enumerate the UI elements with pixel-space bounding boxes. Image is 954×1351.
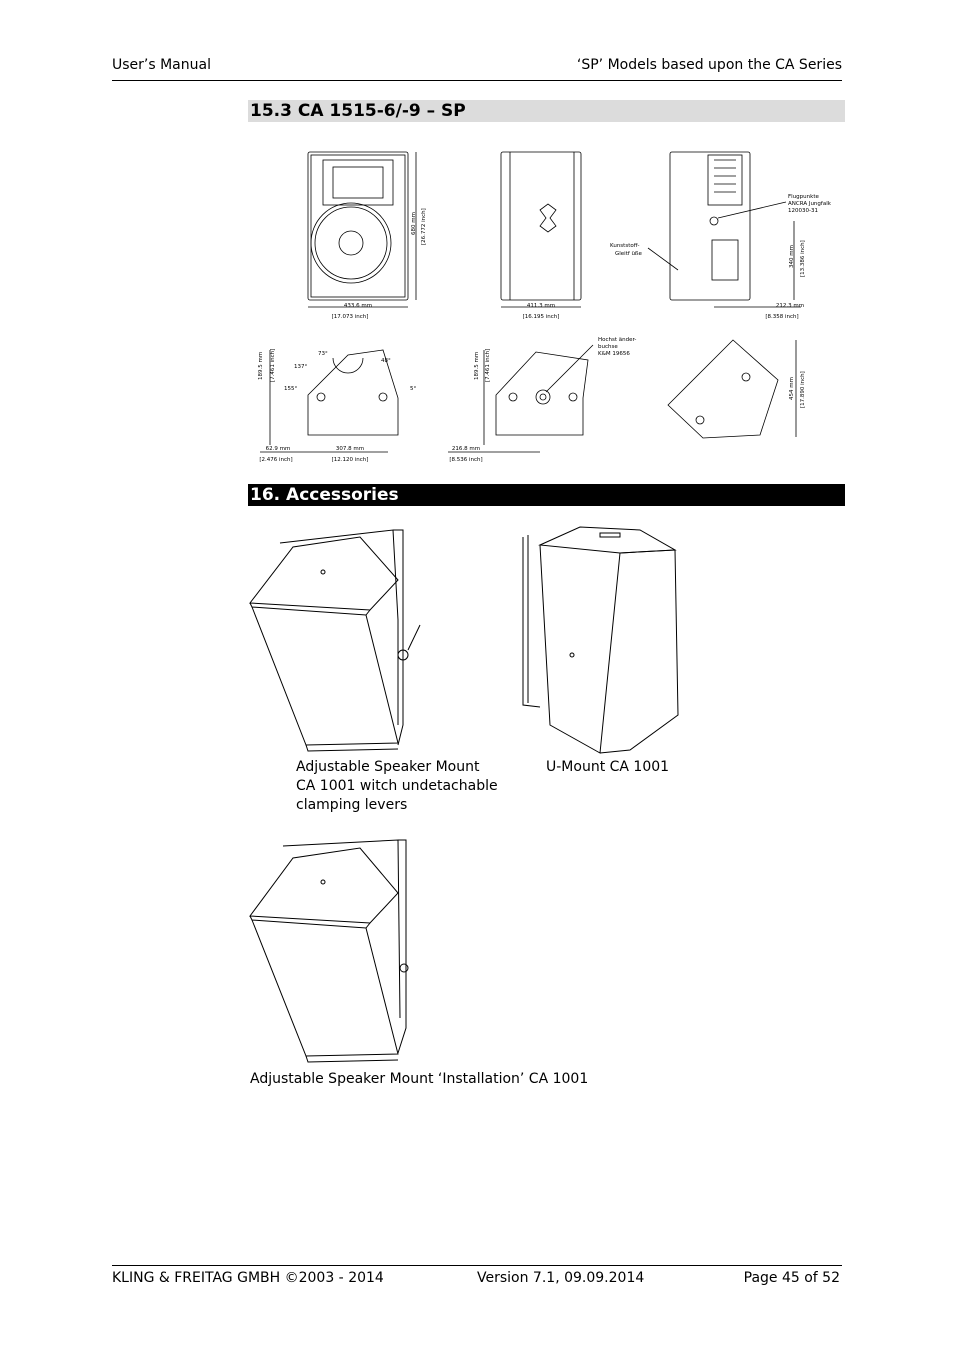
u-mount-illustration — [520, 525, 685, 755]
mon-left-h-mm: 189.5 mm — [258, 351, 264, 380]
side-width-in: [16.195 inch] — [522, 314, 560, 320]
speaker-mount-illustration-3 — [248, 838, 438, 1068]
hoch-3: K&M 19656 — [598, 351, 630, 357]
front-height-mm: 680 mm — [411, 212, 417, 235]
rear-height-mm: 340 mm — [789, 245, 795, 268]
front-height-in: [26.772 inch] — [421, 208, 427, 245]
mon-mid-w-in: [8.536 inch] — [449, 457, 483, 463]
side-width-mm: 411.3 mm — [526, 303, 556, 309]
rear-label-kunst-1: Kunststoff- — [610, 243, 640, 249]
mon-right-h-in: [17.890 inch] — [800, 371, 806, 408]
speaker-mount-illustration-1 — [248, 525, 438, 755]
side-view-drawing — [501, 152, 581, 307]
angle-73: 73° — [318, 351, 328, 357]
mon-w1-in: [2.476 inch] — [259, 457, 293, 463]
caption-mount-1-line1: Adjustable Speaker Mount — [296, 759, 480, 775]
rear-label-kunst-2: Gleitf üße — [615, 251, 642, 257]
section-16-heading — [248, 484, 845, 506]
rear-width-mm: 212.3 mm — [775, 303, 805, 309]
footer-center: Version 7.1, 09.09.2014 — [477, 1270, 645, 1286]
angle-5: 5° — [410, 386, 417, 392]
rear-width-in: [8.358 inch] — [765, 314, 799, 320]
front-view-drawing — [308, 152, 416, 307]
caption-mount-2: U-Mount CA 1001 — [546, 759, 670, 775]
monitor-right-drawing — [668, 340, 796, 438]
angle-155: 155° — [284, 386, 298, 392]
rear-label-flug-1: Flugpunkte — [788, 194, 819, 200]
monitor-middle-drawing — [448, 345, 593, 452]
mon-w2-in: [12.120 inch] — [331, 457, 369, 463]
mon-mid-h-mm: 189.5 mm — [474, 351, 480, 380]
mon-w1-mm: 62.9 mm — [265, 446, 291, 452]
angle-48: 48° — [381, 358, 391, 364]
front-width-in: [17.073 inch] — [331, 314, 369, 320]
section-15-3-title: 15.3 CA 1515-6/-9 – SP — [250, 101, 466, 121]
rear-height-in: [13.386 inch] — [800, 240, 806, 277]
rear-label-flug-2: ANCRA Jungfalk — [788, 201, 831, 207]
front-width-mm: 433.6 mm — [343, 303, 373, 309]
mon-w2-mm: 307.8 mm — [335, 446, 365, 452]
footer-rule — [112, 1265, 842, 1266]
caption-mount-3: Adjustable Speaker Mount ‘Installation’ CA 1001 — [250, 1071, 589, 1087]
section-15-3-heading — [248, 100, 845, 122]
footer-page-number: Page 45 of 52 — [743, 1270, 840, 1286]
header-left: User’s Manual — [112, 57, 211, 73]
mon-mid-h-in: [7.461 inch] — [485, 348, 491, 382]
angle-137: 137° — [294, 364, 308, 370]
section-16-title: 16. Accessories — [250, 485, 399, 505]
caption-mount-1-line2: CA 1001 witch undetachable — [296, 778, 498, 794]
monitor-left-drawing — [260, 350, 398, 452]
mon-mid-w-mm: 216.8 mm — [451, 446, 481, 452]
mon-right-h-mm: 454 mm — [789, 377, 795, 400]
footer-left: KLING & FREITAG GMBH ©2003 - 2014 — [112, 1270, 384, 1286]
caption-mount-1-line3: clamping levers — [296, 797, 408, 813]
mon-left-h-in: [7.461 inch] — [270, 348, 276, 382]
rear-view-drawing — [648, 152, 801, 307]
dimension-drawings — [248, 140, 845, 470]
hoch-2: buchse — [598, 344, 618, 350]
rear-label-flug-3: 120030-31 — [788, 208, 818, 214]
hoch-1: Hochst änder- — [598, 337, 637, 343]
header-right: ‘SP’ Models based upon the CA Series — [576, 57, 842, 73]
caption-mount-1 — [296, 758, 498, 815]
header-rule — [112, 80, 842, 81]
